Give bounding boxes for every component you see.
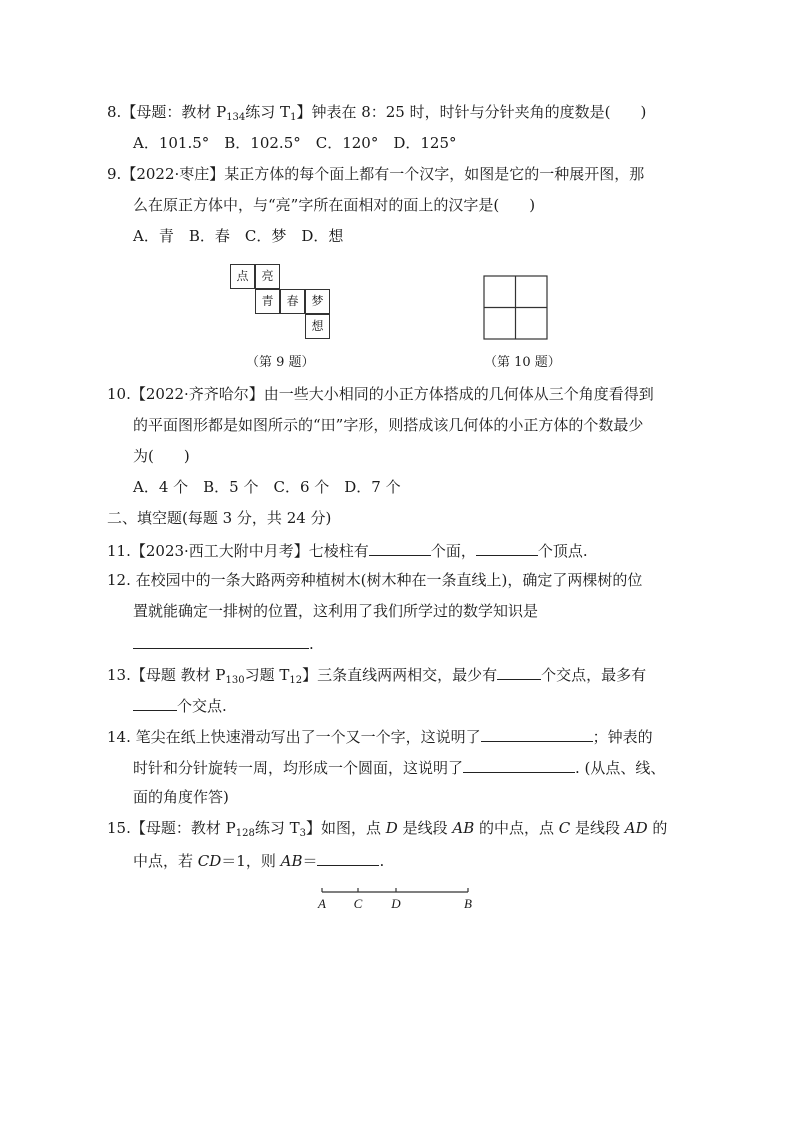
section-title: 二、填空题(每题 3 分，共 24 分) (107, 509, 332, 527)
source-tag: 【母题：教材 $P_{128}$练习 $T_3$】 (130, 819, 321, 839)
question-12-line-1: 12. 在校园中的一条大路两旁种植树木(树木种在一条直线上)，确定了两棵树的位 (107, 571, 643, 589)
net-cell: 点 (230, 264, 255, 289)
question-14-line-2: 时针和分针旋转一周，均形成一个圆面，这说明了 . (从点、线、 (133, 756, 665, 778)
question-number: 8. (107, 103, 122, 121)
figure-9-caption: （第 9 题） (246, 355, 315, 370)
question-number: 15. (107, 819, 131, 837)
question-8-options: A．101.5° B．102.5° C．120° D．125° (133, 134, 457, 152)
question-number: 13. (107, 666, 131, 684)
net-cell: 梦 (305, 289, 330, 314)
question-13-line-2: 个交点. (133, 694, 227, 716)
question-12-line-3: . (133, 632, 314, 654)
answer-blank[interactable] (133, 632, 309, 649)
question-text: 钟表在 8：25 时，时针与分针夹角的度数是( ) (311, 103, 647, 121)
question-number: 9. (107, 165, 122, 183)
question-number: 12. (107, 571, 131, 589)
answer-blank[interactable] (481, 725, 593, 742)
question-15-line-2: 中点，若 CD＝1，则 AB＝ . (133, 849, 384, 871)
question-10-line-3: 为( ) (133, 447, 190, 465)
point-label-d: D (391, 896, 401, 911)
question-14-line-1: 14. 笔尖在纸上快速滑动写出了一个又一个字，这说明了 ；钟表的 (107, 725, 653, 747)
question-10-line-2: 的平面图形都是如图所示的“田”字形，则搭成该几何体的小正方体的个数最少 (133, 416, 644, 434)
question-number: 10. (107, 385, 131, 403)
question-11: 11.【2023·西工大附中月考】七棱柱有 个面， 个顶点. (107, 539, 588, 561)
question-number: 14. (107, 728, 131, 746)
answer-blank[interactable] (369, 539, 431, 556)
question-9-options: A．青 B．春 C．梦 D．想 (133, 227, 344, 245)
answer-blank[interactable] (497, 663, 541, 680)
net-cell: 想 (305, 314, 330, 339)
question-9-line-1: 9.【2022·枣庄】某正方体的每个面上都有一个汉字，如图是它的一种展开图，那 (107, 165, 645, 183)
net-cell: 亮 (255, 264, 280, 289)
question-9-line-2: 么在原正方体中，与“亮”字所在面相对的面上的汉字是( ) (133, 196, 536, 214)
point-label-c: C (353, 896, 363, 911)
answer-blank[interactable] (133, 694, 177, 711)
question-15-line-1: 15.【母题：教材 $P_{128}$练习 $T_3$】如图，点 D 是线段 AB 的中点，点 C 是线段 AD 的 (107, 819, 668, 839)
point-label-b: B (464, 896, 472, 911)
source-tag: 【母题 教材 $P_{130}$习题 $T_{12}$】 (130, 666, 318, 686)
tian-grid-figure (483, 275, 549, 341)
question-number: 11. (107, 542, 131, 560)
question-8 (107, 102, 646, 122)
net-cell: 春 (280, 289, 305, 314)
answer-blank[interactable] (476, 539, 538, 556)
figure-10-caption: （第 10 题） (484, 355, 561, 370)
question-12-line-2: 置就能确定一排树的位置，这利用了我们所学过的数学知识是 (133, 602, 539, 620)
answer-blank[interactable] (317, 849, 379, 866)
line-segment-figure (310, 884, 480, 914)
net-cell: 青 (255, 289, 280, 314)
point-label-a: A (318, 896, 326, 911)
answer-blank[interactable] (463, 756, 575, 773)
source-tag: 【母题：教材 $P_{134}$练习 $T_1$】 (121, 103, 312, 123)
question-10-line-1: 10.【2022·齐齐哈尔】由一些大小相同的小正方体搭成的几何体从三个角度看得到 (107, 385, 654, 403)
question-10-options: A．4 个 B．5 个 C．6 个 D．7 个 (133, 478, 401, 496)
question-14-line-3: 面的角度作答) (133, 788, 229, 806)
question-13-line-1: 13.【母题 教材 $P_{130}$习题 $T_{12}$】三条直线两两相交，最少有 个交点，最多有 (107, 663, 646, 685)
